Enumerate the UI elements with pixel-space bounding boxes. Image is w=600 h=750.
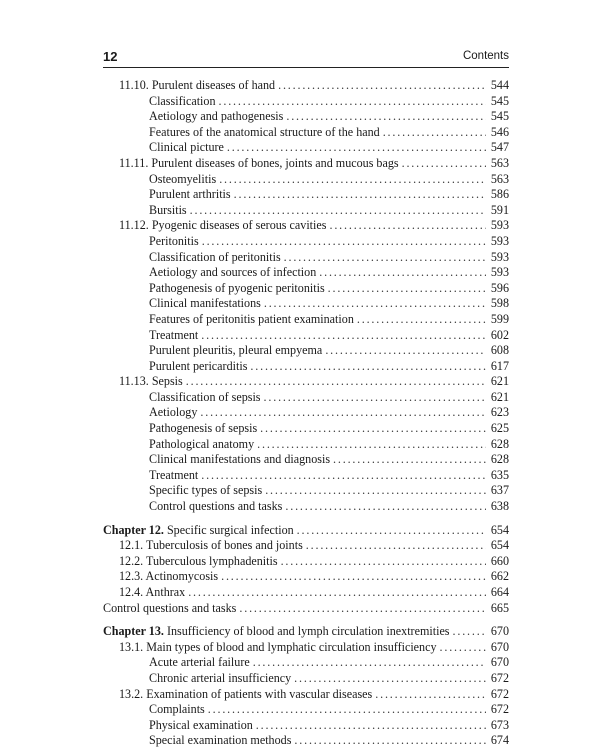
entry-page-number: 602 (490, 327, 509, 342)
toc-entry-label (149, 296, 261, 312)
toc-entry[interactable] (103, 452, 509, 468)
toc-entry[interactable] (103, 125, 509, 141)
toc-entry-label (119, 554, 278, 570)
dot-leader (219, 172, 486, 188)
toc-entry[interactable] (103, 499, 509, 515)
entry-title: Osteomyelitis (149, 171, 217, 186)
dot-leader (264, 296, 486, 312)
dot-leader (256, 718, 486, 734)
entry-title: Specific surgical infection (166, 522, 294, 537)
toc-entry-label (149, 421, 257, 437)
entry-page-number: 664 (490, 585, 509, 599)
dot-leader (294, 733, 486, 749)
entry-page-number: 593 (490, 218, 509, 233)
entry-title: Actinomycosis (145, 569, 219, 584)
dot-leader (333, 452, 486, 468)
toc-entry-label (103, 624, 450, 640)
entry-page-number: 596 (490, 280, 509, 295)
toc-entry-label (149, 172, 216, 188)
dot-leader (286, 109, 486, 125)
section-number: 11.10. (119, 78, 149, 92)
entry-title: Aetiology and sources of infection (149, 265, 317, 280)
toc-entry-label (149, 499, 282, 515)
dot-leader (188, 585, 486, 601)
toc-entry-label (149, 702, 205, 718)
entry-page-number: 670 (490, 624, 509, 639)
entry-page-number: 621 (490, 374, 509, 389)
entry-page-number: 660 (490, 553, 509, 568)
table-of-contents (103, 78, 509, 749)
entry-page-number: 628 (490, 436, 509, 451)
entry-title: Acute arterial failure (149, 655, 250, 670)
dot-leader (329, 218, 486, 234)
dot-leader (319, 265, 486, 281)
toc-entry-label (149, 125, 380, 141)
entry-page-number: 637 (490, 483, 509, 498)
entry-title: Sepsis (151, 374, 183, 389)
entry-page-number: 674 (490, 733, 509, 748)
entry-title: Bursitis (149, 202, 187, 217)
entry-page-number: 670 (490, 639, 509, 654)
entry-title: Chronic arterial insufficiency (149, 670, 292, 685)
entry-title: Purulent diseases of hand (151, 78, 276, 92)
toc-chapter-entry[interactable] (103, 523, 509, 539)
dot-leader (250, 359, 486, 375)
entry-title: Peritonitis (149, 233, 199, 248)
toc-entry[interactable] (103, 328, 509, 344)
section-number: 11.11. (119, 155, 149, 170)
dot-leader (239, 601, 486, 617)
entry-title: Specific types of sepsis (149, 483, 263, 498)
toc-entry[interactable] (103, 702, 509, 718)
dot-leader (227, 140, 486, 156)
toc-entry-label (149, 94, 216, 110)
entry-page-number: 598 (490, 296, 509, 311)
toc-entry[interactable] (103, 94, 509, 110)
toc-entry-label (149, 483, 262, 499)
toc-chapter-entry[interactable] (103, 624, 509, 640)
dot-leader (253, 655, 486, 671)
entry-title: Treatment (149, 467, 199, 482)
entry-page-number: 665 (490, 600, 509, 615)
toc-entry-label (119, 538, 303, 554)
toc-entry[interactable] (103, 569, 509, 585)
section-gap (103, 515, 509, 523)
entry-title: Purulent pleuritis, pleural empyema (149, 343, 323, 358)
entry-title: Examination of patients with vascular diseases (146, 686, 373, 701)
toc-entry[interactable] (103, 78, 509, 94)
dot-leader (234, 187, 486, 203)
dot-leader (221, 569, 486, 585)
toc-entry-label (149, 109, 283, 125)
toc-entry[interactable] (103, 468, 509, 484)
entry-page-number: 672 (490, 686, 509, 701)
dot-leader (186, 374, 486, 390)
entry-title: Purulent arthritis (149, 187, 231, 202)
toc-entry-label (103, 523, 294, 539)
toc-entry[interactable] (103, 109, 509, 125)
toc-entry-label (119, 569, 218, 585)
toc-entry-label (119, 374, 183, 390)
entry-page-number: 673 (490, 717, 509, 732)
entry-title: Control questions and tasks (149, 499, 283, 514)
toc-entry-label (149, 655, 250, 671)
entry-title: Anthrax (145, 585, 186, 599)
toc-entry[interactable] (103, 343, 509, 359)
toc-entry-label (149, 452, 330, 468)
running-header (103, 49, 509, 68)
toc-entry[interactable] (103, 601, 509, 617)
toc-entry[interactable] (103, 265, 509, 281)
section-number: 12.2. (119, 553, 144, 568)
entry-page-number: 593 (490, 249, 509, 264)
entry-page-number: 638 (490, 499, 509, 514)
entry-title: Control questions and tasks (103, 600, 237, 615)
entry-page-number: 599 (490, 311, 509, 326)
toc-entry-label (149, 718, 253, 734)
toc-entry-label (103, 601, 236, 617)
entry-page-number: 617 (490, 358, 509, 373)
entry-title: Purulent pericarditis (149, 358, 248, 373)
entry-page-number: 593 (490, 265, 509, 280)
entry-page-number: 635 (490, 467, 509, 482)
dot-leader (402, 156, 486, 172)
toc-entry[interactable] (103, 234, 509, 250)
toc-entry-label (149, 328, 198, 344)
dot-leader (265, 483, 486, 499)
toc-entry-label (119, 156, 399, 172)
toc-entry[interactable] (103, 421, 509, 437)
entry-page-number: 672 (490, 670, 509, 685)
toc-entry[interactable] (103, 374, 509, 390)
dot-leader (383, 125, 486, 141)
toc-entry[interactable] (103, 733, 509, 749)
dot-leader (208, 702, 486, 718)
chapter-number: Chapter 12. (103, 522, 164, 537)
toc-entry[interactable] (103, 538, 509, 554)
toc-entry[interactable] (103, 187, 509, 203)
entry-page-number: 628 (490, 452, 509, 467)
entry-page-number: 545 (490, 93, 509, 108)
entry-title: Aetiology (149, 405, 198, 420)
toc-entry[interactable] (103, 640, 509, 656)
toc-entry-label (149, 234, 199, 250)
toc-entry-label (149, 250, 281, 266)
toc-entry-label (119, 218, 326, 234)
entry-title: Classification (149, 93, 216, 108)
entry-title: Pyogenic diseases of serous cavities (151, 218, 327, 233)
dot-leader (297, 523, 486, 539)
dot-leader (200, 405, 486, 421)
dot-leader (284, 250, 486, 266)
toc-entry-label (149, 140, 224, 156)
entry-title: Aetiology and pathogenesis (149, 109, 284, 124)
section-number: 12.4. (119, 585, 144, 599)
dot-leader (257, 437, 486, 453)
dot-leader (264, 390, 486, 406)
toc-entry[interactable] (103, 483, 509, 499)
chapter-number: Chapter 13. (103, 624, 164, 639)
entry-page-number: 662 (490, 569, 509, 584)
toc-entry[interactable] (103, 585, 509, 601)
toc-entry-label (149, 265, 316, 281)
dot-leader (328, 281, 486, 297)
toc-entry-label (119, 78, 275, 94)
toc-entry[interactable] (103, 554, 509, 570)
dot-leader (306, 538, 486, 554)
entry-title: Main types of blood and lymphatic circulation insufficiency (146, 639, 437, 654)
entry-page-number: 621 (490, 389, 509, 404)
dot-leader (219, 94, 486, 110)
toc-entry-label (149, 312, 354, 328)
toc-entry-label (149, 203, 187, 219)
toc-entry[interactable] (103, 218, 509, 234)
toc-entry-label (149, 343, 322, 359)
toc-entry[interactable] (103, 687, 509, 703)
toc-entry[interactable] (103, 203, 509, 219)
toc-entry[interactable] (103, 281, 509, 297)
entry-page-number: 672 (490, 702, 509, 717)
entry-title: Features of the anatomical structure of the hand (149, 124, 380, 139)
entry-title: Pathological anatomy (149, 436, 255, 451)
entry-title: Clinical picture (149, 140, 224, 155)
entry-page-number: 654 (490, 522, 509, 537)
entry-title: Features of peritonitis patient examination (149, 311, 354, 326)
section-number: 11.13. (119, 374, 149, 389)
entry-page-number: 670 (490, 655, 509, 670)
toc-entry[interactable] (103, 172, 509, 188)
entry-title: Classification of peritonitis (149, 249, 281, 264)
toc-entry[interactable] (103, 156, 509, 172)
entry-title: Tuberculous lymphadenitis (146, 553, 278, 568)
entry-title: Complaints (149, 702, 205, 717)
entry-page-number: 563 (490, 171, 509, 186)
dot-leader (260, 421, 486, 437)
toc-entry[interactable] (103, 671, 509, 687)
section-gap (103, 616, 509, 624)
entry-page-number: 544 (490, 78, 509, 92)
entry-title: Clinical manifestations and diagnosis (149, 452, 331, 467)
entry-page-number: 623 (490, 405, 509, 420)
entry-page-number: 545 (490, 109, 509, 124)
entry-page-number: 547 (490, 140, 509, 155)
dot-leader (325, 343, 486, 359)
entry-page-number: 654 (490, 538, 509, 553)
entry-page-number: 546 (490, 124, 509, 139)
entry-page-number: 625 (490, 421, 509, 436)
dot-leader (357, 312, 486, 328)
toc-entry[interactable] (103, 655, 509, 671)
toc-entry[interactable] (103, 437, 509, 453)
toc-entry[interactable] (103, 296, 509, 312)
toc-entry-label (149, 468, 198, 484)
entry-title: Insufficiency of blood and lymph circulation inextremities (166, 624, 450, 639)
toc-entry[interactable] (103, 718, 509, 734)
entry-title: Classification of sepsis (149, 389, 261, 404)
running-title: Contents (462, 50, 509, 62)
dot-leader (375, 687, 486, 703)
dot-leader (294, 671, 486, 687)
dot-leader (202, 234, 486, 250)
toc-entry[interactable] (103, 250, 509, 266)
toc-entry-label (149, 405, 197, 421)
page-number: 12 (103, 49, 118, 64)
dot-leader (281, 554, 486, 570)
dot-leader (190, 203, 486, 219)
entry-title: Special examination methods (149, 733, 292, 748)
toc-entry[interactable] (103, 312, 509, 328)
toc-entry-label (119, 640, 437, 656)
entry-page-number: 586 (490, 187, 509, 202)
entry-title: Pathogenesis of pyogenic peritonitis (149, 280, 325, 295)
dot-leader (440, 640, 486, 656)
entry-title: Treatment (149, 327, 199, 342)
section-number: 13.2. (119, 686, 144, 701)
toc-entry-label (149, 187, 231, 203)
entry-title: Pathogenesis of sepsis (149, 421, 258, 436)
entry-page-number: 563 (490, 155, 509, 170)
toc-entry[interactable] (103, 140, 509, 156)
toc-entry-label (149, 281, 325, 297)
entry-title: Physical examination (149, 717, 253, 732)
entry-title: Tuberculosis of bones and joints (146, 538, 303, 553)
entry-title: Purulent diseases of bones, joints and mucous bags (151, 155, 399, 170)
toc-entry-label (149, 671, 291, 687)
dot-leader (285, 499, 486, 515)
dot-leader (201, 468, 486, 484)
section-number: 12.3. (119, 569, 144, 584)
section-number: 11.12. (119, 218, 149, 233)
toc-entry-label (149, 437, 254, 453)
entry-page-number: 591 (490, 202, 509, 217)
toc-entry-label (149, 359, 247, 375)
toc-entry-label (149, 390, 261, 406)
toc-entry[interactable] (103, 390, 509, 406)
toc-entry-label (119, 687, 372, 703)
section-number: 12.1. (119, 538, 144, 553)
entry-page-number: 608 (490, 343, 509, 358)
dot-leader (453, 624, 486, 640)
toc-entry-label (119, 585, 185, 601)
toc-entry-label (149, 733, 291, 749)
entry-title: Clinical manifestations (149, 296, 261, 311)
dot-leader (201, 328, 486, 344)
toc-entry[interactable] (103, 405, 509, 421)
section-number: 13.1. (119, 639, 144, 654)
entry-page-number: 593 (490, 233, 509, 248)
toc-entry[interactable] (103, 359, 509, 375)
dot-leader (278, 78, 486, 94)
